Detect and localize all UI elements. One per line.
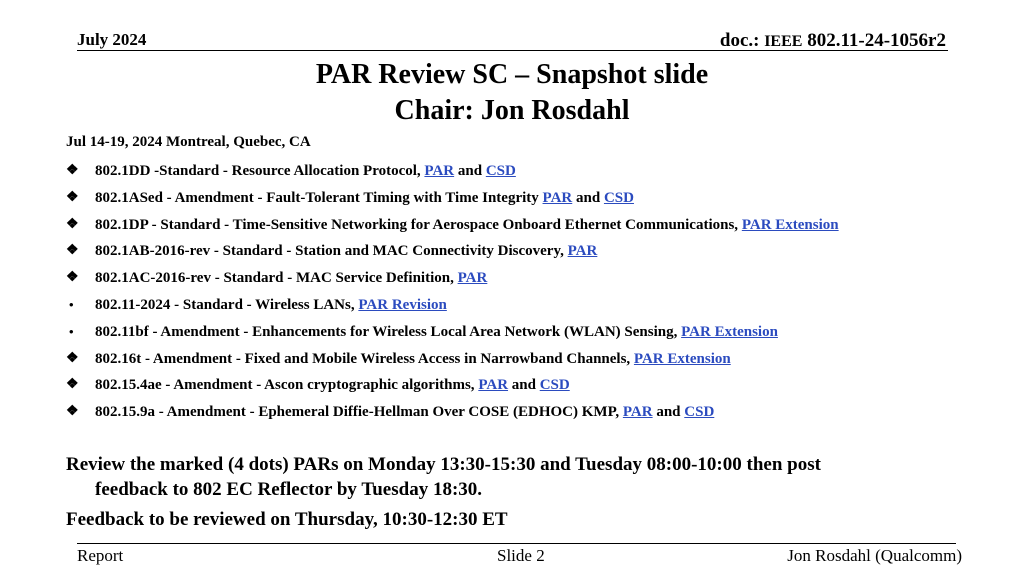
- doc-org: IEEE: [764, 33, 803, 50]
- par-item-text: 802.11-2024 - Standard - Wireless LANs,: [95, 296, 359, 313]
- par-list-item: [66, 292, 839, 319]
- bullet-diamond-icon: ❖: [66, 270, 79, 286]
- bullet-dot-icon: •: [69, 296, 74, 312]
- par-item-text: 802.16t - Amendment - Fixed and Mobile Wireless Access in Narrowband Channels,: [95, 350, 634, 367]
- footer-left: Report: [77, 546, 124, 565]
- par-item-body: [95, 372, 570, 399]
- footer-author: Jon Rosdahl (Qualcomm): [787, 546, 962, 565]
- par-list-item: [66, 158, 839, 185]
- csd-link[interactable]: CSD: [603, 189, 634, 206]
- bullet-diamond-icon: ❖: [66, 243, 79, 259]
- par-item-conjunction: and: [572, 189, 604, 206]
- par-item-text: 802.1ASed - Amendment - Fault-Tolerant Timing with Time Integrity: [95, 189, 543, 206]
- feedback-schedule: Feedback to be reviewed on Thursday, 10:30-12:30 ET: [66, 509, 508, 530]
- header-doc-number: [720, 30, 946, 52]
- par-item-body: [95, 319, 778, 346]
- csd-link[interactable]: CSD: [684, 404, 715, 421]
- review-line-1: Review the marked (4 dots) PARs on Monday 13:30-15:30 and Tuesday 08:00-10:00 then post: [66, 454, 821, 475]
- par-item-body: [95, 346, 731, 373]
- bullet-diamond-icon: ❖: [66, 350, 79, 366]
- par-list-item: [66, 265, 839, 292]
- bullet-diamond-icon: ❖: [66, 404, 79, 420]
- par-item-conjunction: and: [652, 404, 685, 421]
- par-item-body: [95, 185, 634, 212]
- par-item-conjunction: and: [508, 377, 540, 394]
- par-item-text: 802.1DP - Standard - Time-Sensitive Networking for Aerospace Onboard Ethernet Communications,: [95, 216, 742, 233]
- par-link[interactable]: PAR Extension: [633, 350, 731, 367]
- par-link[interactable]: PAR: [567, 243, 598, 260]
- footer-divider: [77, 543, 956, 544]
- par-link[interactable]: PAR Extension: [681, 323, 778, 340]
- par-link[interactable]: PAR Revision: [358, 296, 447, 313]
- meeting-info: Jul 14-19, 2024 Montreal, Quebec, CA: [66, 134, 311, 150]
- par-link[interactable]: PAR: [622, 404, 653, 421]
- par-item-text: 802.1AB-2016-rev - Standard - Station and MAC Connectivity Discovery,: [95, 243, 568, 260]
- par-item-text: 802.1DD -Standard - Resource Allocation Protocol,: [95, 163, 425, 179]
- par-list-item: [66, 399, 839, 426]
- review-instructions: [66, 452, 946, 502]
- par-item-body: [95, 292, 447, 319]
- csd-link[interactable]: CSD: [485, 163, 516, 179]
- par-link[interactable]: PAR Extension: [741, 216, 839, 233]
- par-list-item: [66, 185, 839, 212]
- par-item-text: 802.1AC-2016-rev - Standard - MAC Service Definition,: [95, 270, 458, 287]
- footer-slide-number: Slide 2: [497, 546, 545, 565]
- par-item-text: 802.11bf - Amendment - Enhancements for Wireless Local Area Network (WLAN) Sensing,: [95, 323, 682, 340]
- bullet-diamond-icon: ❖: [66, 189, 79, 205]
- par-list: [66, 158, 839, 426]
- bullet-diamond-icon: ❖: [66, 216, 79, 232]
- par-link[interactable]: PAR: [542, 189, 573, 206]
- par-list-item: [66, 372, 839, 399]
- par-item-body: [95, 212, 839, 239]
- par-list-item: [66, 346, 839, 373]
- slide-title: PAR Review SC – Snapshot slide: [315, 59, 709, 90]
- par-item-body: [95, 238, 597, 265]
- par-item-body: [95, 265, 487, 292]
- par-link[interactable]: PAR: [478, 377, 509, 394]
- doc-prefix: doc.:: [719, 30, 765, 51]
- header-date: July 2024: [77, 30, 147, 49]
- par-item-text: 802.15.4ae - Amendment - Ascon cryptographic algorithms,: [95, 377, 479, 394]
- bullet-diamond-icon: ❖: [66, 377, 79, 393]
- slide-subtitle: Chair: Jon Rosdahl: [394, 95, 630, 126]
- par-item-text: 802.15.9a - Amendment - Ephemeral Diffie-Hellman Over COSE (EDHOC) KMP,: [95, 404, 623, 421]
- par-list-item: [66, 212, 839, 239]
- par-list-item: [66, 319, 839, 346]
- par-link[interactable]: PAR: [457, 270, 488, 287]
- par-item-body: [95, 158, 516, 185]
- par-list-item: [66, 238, 839, 265]
- bullet-dot-icon: •: [69, 323, 74, 339]
- header-divider: [77, 50, 948, 51]
- review-line-2: feedback to 802 EC Reflector by Tuesday 18:30.: [95, 479, 483, 500]
- bullet-diamond-icon: ❖: [66, 163, 79, 178]
- doc-number: 802.11-24-1056r2: [802, 30, 946, 51]
- csd-link[interactable]: CSD: [539, 377, 570, 394]
- par-item-body: [95, 399, 714, 426]
- par-link[interactable]: PAR: [424, 163, 455, 179]
- par-item-conjunction: and: [454, 163, 486, 179]
